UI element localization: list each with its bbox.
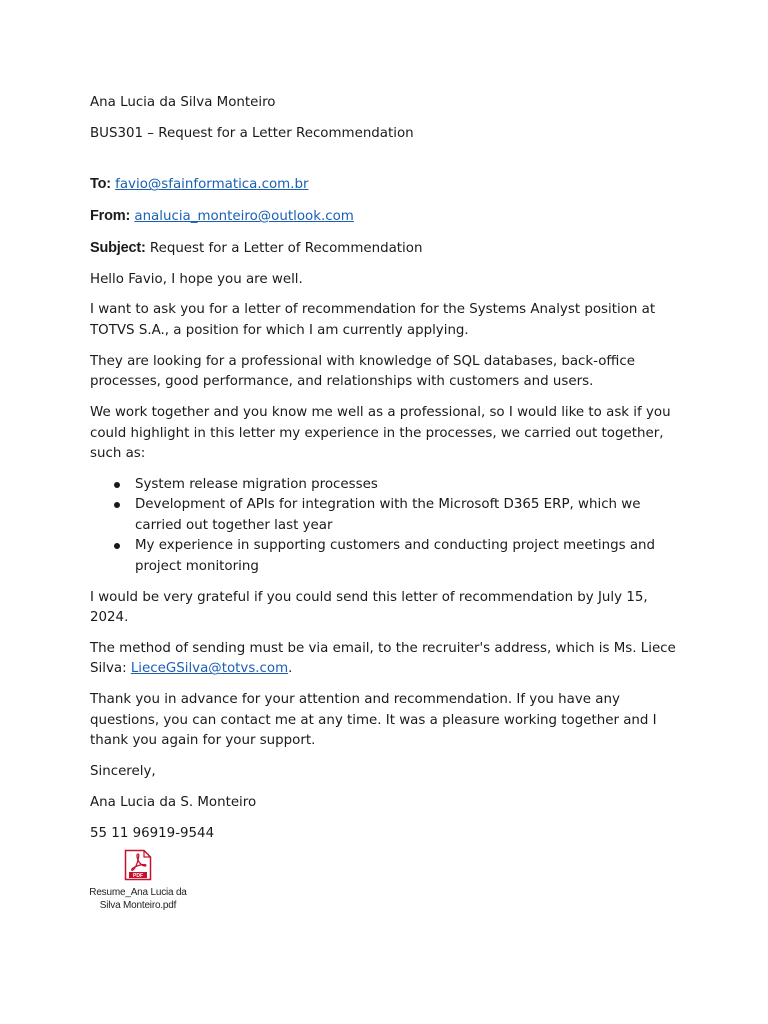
paragraph-4: I would be very grateful if you could send this letter of recommendation by July 15, 2024. xyxy=(90,589,648,626)
attachment-filename xyxy=(88,886,188,912)
signature-name: Ana Lucia da S. Monteiro xyxy=(90,794,257,810)
pdf-attachment[interactable] xyxy=(88,849,188,912)
course-line: BUS301 – Request for a Letter Recommendation xyxy=(90,125,414,141)
greeting: Hello Favio, I hope you are well. xyxy=(90,271,303,287)
list-item: My experience in supporting customers and conducting project meetings and project monitoring xyxy=(135,536,680,577)
paragraph-1: I want to ask you for a letter of recommendation for the Systems Analyst position at TOTVS S.A., a position for which I am currently applying. xyxy=(90,302,656,338)
paragraph-6: Thank you in advance for your attention and recommendation. If you have any questions, you can contact me at any time. It was a pleasure working together and I thank you again for your support. xyxy=(90,692,657,749)
subject-label: Subject: xyxy=(90,239,146,256)
list-item: Development of APIs for integration with the Microsoft D365 ERP, which we carried out together last year xyxy=(135,495,680,536)
to-label: To: xyxy=(90,176,111,193)
subject-line xyxy=(90,238,680,260)
paragraph-5 xyxy=(90,639,680,680)
pdf-file-icon xyxy=(124,849,152,881)
paragraph-5-text: The method of sending must be via email, to the recruiter's address, which is Ms. Liece Silva: xyxy=(90,640,676,677)
from-email-link[interactable]: analucia_monteiro@outlook.com xyxy=(134,209,354,225)
to-line xyxy=(90,174,680,196)
recruiter-email-link[interactable]: LieceGSilva@totvs.com xyxy=(130,661,289,677)
letter-document xyxy=(90,93,680,854)
pdf-icon-label: PDF xyxy=(133,872,143,879)
subject-text: Request for a Letter of Recommendation xyxy=(149,240,423,256)
author-name: Ana Lucia da Silva Monteiro xyxy=(90,95,276,110)
attachment-filename-line-1: Resume_Ana Lucia da xyxy=(89,887,187,898)
experience-list xyxy=(90,475,680,578)
paragraph-2: They are looking for a professional with knowledge of SQL databases, back-office processes, good performance, and relationships with customers and users. xyxy=(90,353,635,390)
paragraph-5-end: . xyxy=(288,661,293,677)
attachment-filename-line-2: Silva Monteiro.pdf xyxy=(99,900,177,911)
closing: Sincerely, xyxy=(90,764,156,780)
to-email-link[interactable]: favio@sfainformatica.com.br xyxy=(115,177,309,193)
phone-number: 55 11 96919-9544 xyxy=(90,825,215,841)
from-label: From: xyxy=(90,208,131,225)
from-line xyxy=(90,206,680,228)
list-item: System release migration processes xyxy=(135,475,680,496)
paragraph-3: We work together and you know me well as a professional, so I would like to ask if you could highlight in this letter my experience in the processes, we carried out together, such as: xyxy=(90,405,671,462)
